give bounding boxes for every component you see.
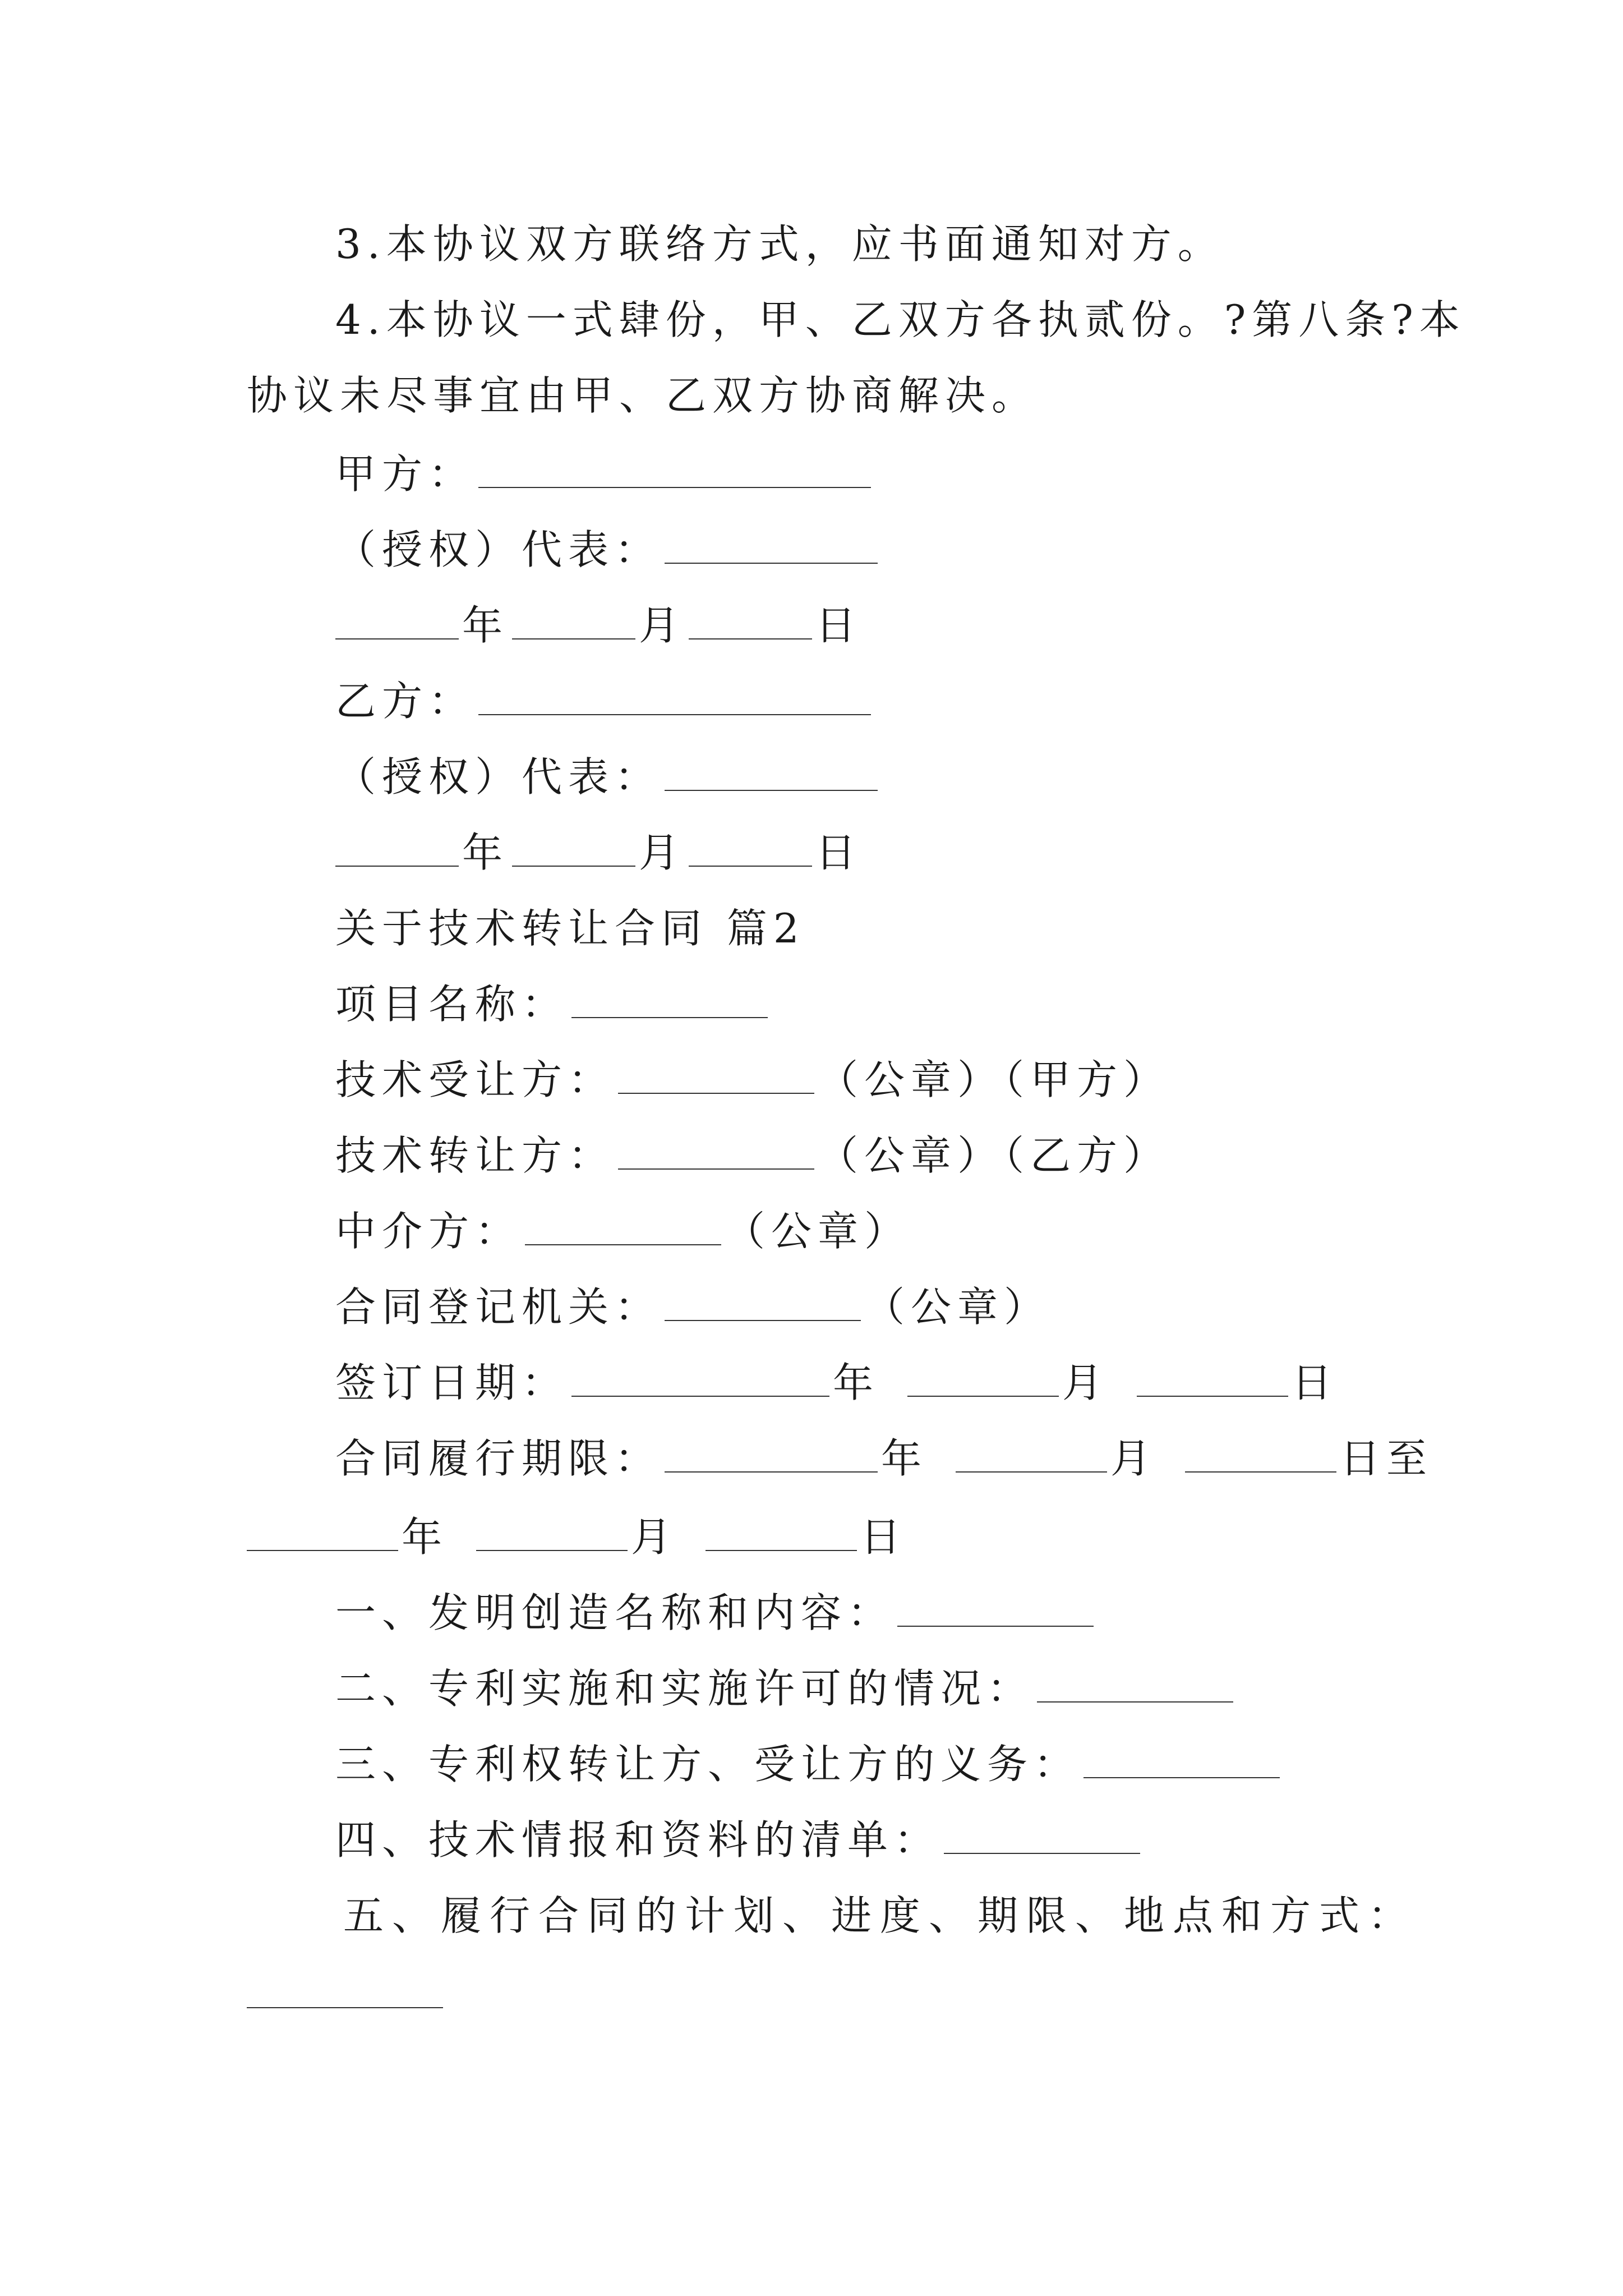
party-a-label: 甲方： — [335, 450, 476, 498]
item-3-blank — [1083, 1742, 1280, 1778]
sign-month-blank — [907, 1361, 1059, 1397]
party-a-day-blank — [689, 604, 812, 639]
sign-date-row — [335, 1355, 1338, 1411]
party-a-blank — [478, 452, 871, 488]
item-1-blank — [897, 1591, 1094, 1627]
party-b-year-blank — [335, 831, 459, 867]
term-row — [335, 1430, 1433, 1487]
party-a-month-blank — [512, 604, 635, 639]
party-a-rep-row — [335, 522, 881, 578]
term-end-year-blank — [247, 1515, 398, 1551]
clause-4-continued: 协议未尽事宜由甲、乙双方协商解决。 — [247, 372, 1039, 419]
transferee-blank — [618, 1058, 814, 1094]
item-4-label: 四、技术情报和资料的清单： — [335, 1816, 941, 1864]
party-b-row — [335, 673, 874, 729]
party-a-year-unit: 年 — [462, 602, 509, 649]
registry-blank — [665, 1285, 861, 1321]
project-name-label: 项目名称： — [335, 981, 569, 1028]
clause-4: 4.本协议一式肆份，甲、乙双方各执贰份。?第八条?本 — [335, 296, 1466, 343]
term-end-month-unit: 月 — [631, 1513, 678, 1561]
registry-label: 合同登记机关： — [335, 1283, 662, 1331]
registry-seal: （公章） — [864, 1283, 1051, 1331]
term-start-day-blank — [1185, 1437, 1336, 1473]
party-b-month-unit: 月 — [639, 829, 686, 876]
sign-month-unit: 月 — [1062, 1359, 1109, 1406]
item-2-label: 二、专利实施和实施许可的情况： — [335, 1665, 1034, 1712]
party-b-label: 乙方： — [335, 678, 476, 725]
party-a-row — [335, 446, 874, 502]
intermediary-row — [335, 1203, 911, 1259]
party-a-rep-blank — [665, 528, 878, 564]
party-b-blank — [478, 679, 871, 715]
term-start-year-blank — [665, 1437, 878, 1473]
term-label: 合同履行期限： — [335, 1435, 662, 1482]
project-name-row — [335, 976, 771, 1032]
term-end-day-blank — [706, 1515, 857, 1551]
party-a-month-unit: 月 — [639, 602, 686, 649]
party-b-month-blank — [512, 831, 635, 867]
project-name-blank — [571, 982, 768, 1018]
party-a-date-row — [335, 597, 862, 654]
transferor-label: 技术转让方： — [335, 1132, 615, 1179]
party-b-rep-blank — [665, 755, 878, 791]
party-b-date-row — [335, 825, 862, 881]
sign-day-blank — [1137, 1361, 1288, 1397]
registry-row — [335, 1279, 1050, 1335]
sign-date-label: 签订日期： — [335, 1359, 569, 1406]
item-3-label: 三、专利权转让方、受让方的义务： — [335, 1741, 1081, 1788]
intermediary-blank — [525, 1209, 721, 1245]
intermediary-label: 中介方： — [335, 1208, 522, 1255]
item-2-row — [335, 1660, 1237, 1717]
sign-year-blank — [571, 1361, 829, 1397]
item-5-label: 五、履行合同的计划、进度、期限、地点和方式： — [343, 1892, 1417, 1939]
party-b-year-unit: 年 — [462, 829, 509, 876]
party-a-rep-label: （授权）代表： — [335, 526, 662, 573]
term-start-year-unit: 年 — [881, 1435, 928, 1482]
term-end-day-unit: 日 — [860, 1513, 907, 1561]
party-b-day-unit: 日 — [815, 829, 863, 876]
term-start-day-unit: 日至 — [1340, 1435, 1433, 1482]
term-start-month-blank — [956, 1437, 1107, 1473]
term-end-year-unit: 年 — [402, 1513, 449, 1561]
transferee-row — [335, 1052, 1170, 1108]
section-title: 关于技术转让合同 篇2 — [335, 905, 805, 952]
term-end-month-blank — [476, 1515, 628, 1551]
term-start-month-unit: 月 — [1110, 1435, 1158, 1482]
intermediary-seal: （公章） — [725, 1208, 911, 1255]
sign-day-unit: 日 — [1292, 1359, 1339, 1406]
sign-year-unit: 年 — [833, 1359, 880, 1406]
transferee-label: 技术受让方： — [335, 1056, 615, 1103]
term-end-row — [247, 1509, 907, 1565]
party-b-rep-row — [335, 749, 881, 805]
party-b-rep-label: （授权）代表： — [335, 753, 662, 800]
item-5-blank — [247, 1972, 443, 2008]
transferor-blank — [618, 1134, 814, 1170]
item-1-label: 一、发明创造名称和内容： — [335, 1589, 895, 1636]
clause-3: 3.本协议双方联络方式，应书面通知对方。 — [335, 220, 1224, 268]
transferor-row — [335, 1128, 1170, 1184]
item-1-row — [335, 1585, 1097, 1641]
party-a-day-unit: 日 — [815, 602, 863, 649]
item-4-blank — [944, 1818, 1140, 1854]
item-4-row — [335, 1812, 1144, 1868]
transferee-seal: （公章）（甲方） — [818, 1056, 1170, 1103]
party-a-year-blank — [335, 604, 459, 639]
item-3-row — [335, 1736, 1283, 1792]
item-2-blank — [1037, 1667, 1233, 1703]
item-5-blank-row — [247, 1966, 446, 2022]
transferor-seal: （公章）（乙方） — [818, 1132, 1170, 1179]
party-b-day-blank — [689, 831, 812, 867]
